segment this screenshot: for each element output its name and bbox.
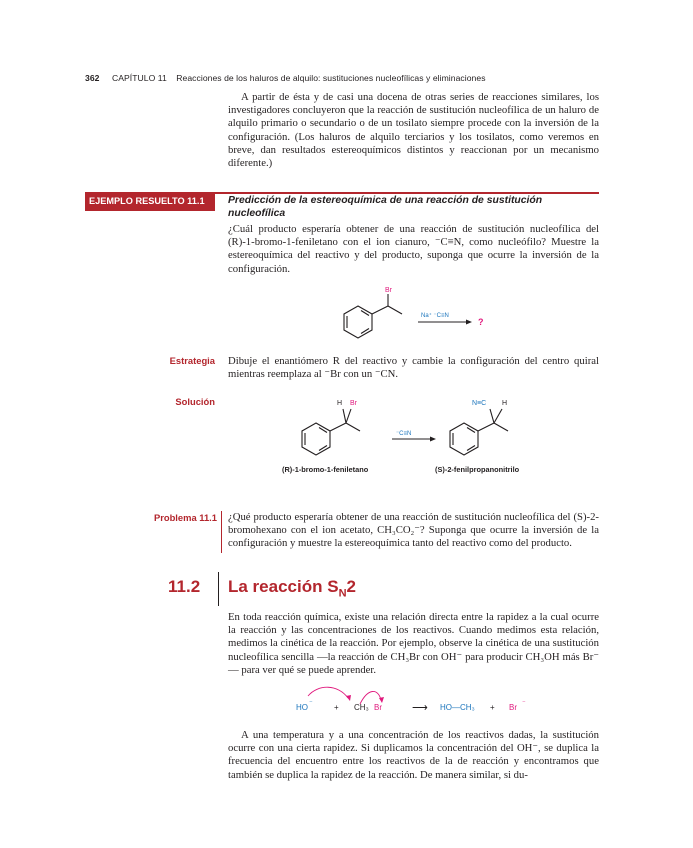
- running-header: [85, 73, 605, 83]
- problem-bar: [221, 511, 222, 553]
- page-number: 362: [85, 73, 100, 83]
- reactant-br: Br: [374, 703, 382, 712]
- plus-2: +: [490, 703, 495, 712]
- product-name: (S)-2-fenilpropanonitrilo: [435, 465, 520, 474]
- plus-1: +: [334, 703, 339, 712]
- section-paragraph-1: En toda reacción química, existe una relación directa entre la rapidez a la cual ocurre la reacción y las concentraciones de los reactivos. Cuando medimos esta relación, medimos la cinética de la reacción. Por ejemplo, observe la cinética de una sustitución nucleofílica sencilla —la reacción de CH₃Br con OH⁻ para producir CH₃OH más Br⁻— para ver qué se puede aprender.: [228, 611, 599, 676]
- strategy-text: Dibuje el enantiómero R del reactivo y cambie la configuración del centro quiral mientras reemplaza al ⁻Br con un ⁻CN.: [228, 355, 599, 381]
- scheme1-br: Br: [385, 287, 392, 294]
- product-br-charge: ⁻: [522, 700, 526, 707]
- scheme-2: [280, 393, 580, 483]
- problem-label: Problema 11.1: [153, 512, 217, 523]
- scheme2-br: Br: [350, 400, 357, 407]
- benzene-ring-icon: [450, 423, 478, 455]
- scheme2-h1: H: [337, 400, 343, 407]
- chapter-title: Reacciones de los haluros de alquilo: sustituciones nucleofílicas y eliminaciones: [176, 73, 486, 83]
- scheme-1-reactant: [330, 282, 510, 342]
- section-paragraph-2: A una temperatura y a una concentración de los reactivos dadas, la sustitución ocurre con una cierta rapidez. Si duplicamos la concentración del OH⁻, se duplica la frecuencia del encuentro entre los reactivos de la de reacción y encontramos que también se duplica la rapidez de la reacción. De manera similar, si du-: [228, 729, 599, 781]
- reactant-ho-charge: ⁻: [309, 700, 313, 707]
- product-hoch3: HO—CH₃: [440, 703, 475, 712]
- chapter-label: CAPÍTULO 11: [111, 73, 167, 83]
- benzene-ring-icon: [344, 294, 402, 338]
- reactant-ho: HO: [296, 703, 308, 712]
- section-bar: [218, 572, 219, 606]
- example-question: ¿Cuál producto esperaría obtener de una reacción de sustitución nucleofílica del (R)-1-bromo-1-feniletano con el ion cianuro, ⁻C≡N, como nucleófilo? Muestre la estereoquímica del reactivo y del producto, suponga que ocurre la inversión de la configuración.: [228, 223, 599, 275]
- scheme2-h2: H: [502, 400, 508, 407]
- intro-paragraph: A partir de ésta y de casi una docena de otras series de reacciones similares, los investigadores concluyeron que la reacción de sustitución nucleofílica de un haluro de alquilo primario o secundario o de un tosilato siempre procede con la inversión de la configuración. (Los haluros de alquilo terciarios y los tosilatos, como veremos en breve, dan resultados estereoquímicos distintos y reaccionan por un mecanismo diferente.): [228, 91, 599, 170]
- benzene-ring-icon: [302, 423, 330, 455]
- strategy-label: Estrategia: [169, 355, 215, 366]
- reactant-name: (R)-1-bromo-1-feniletano: [282, 465, 369, 474]
- section-title: La reacción $S_N2$: [228, 577, 356, 600]
- scheme1-product: ?: [478, 317, 484, 327]
- example-label: EJEMPLO RESUELTO 11.1: [85, 192, 215, 211]
- example-title: Predicción de la estereoquímica de una reacción de sustitución nucleofílica: [228, 195, 543, 219]
- reaction-arrow: ⟶: [412, 702, 428, 714]
- reaction-scheme: [290, 684, 550, 718]
- section-number: 11.2: [168, 577, 201, 596]
- reactant-ch3: CH₃: [354, 703, 369, 712]
- scheme2-nc: N≡C: [472, 400, 487, 407]
- product-br: Br: [509, 703, 517, 712]
- example-rule: [215, 192, 599, 194]
- scheme2-reagent: ⁻C≡N: [396, 431, 412, 437]
- problem-text: ¿Qué producto esperaría obtener de una reacción de sustitución nucleofílica del (S)-2-bromohexano con el ion acetato, CH₃CO₂⁻? Suponga que ocurre la inversión de la configuración y muestre la estereoquímica tanto del reactivo como del producto.: [228, 511, 599, 550]
- solution-label: Solución: [175, 396, 215, 407]
- scheme1-reagent: Na⁺ ⁻C≡N: [421, 313, 449, 319]
